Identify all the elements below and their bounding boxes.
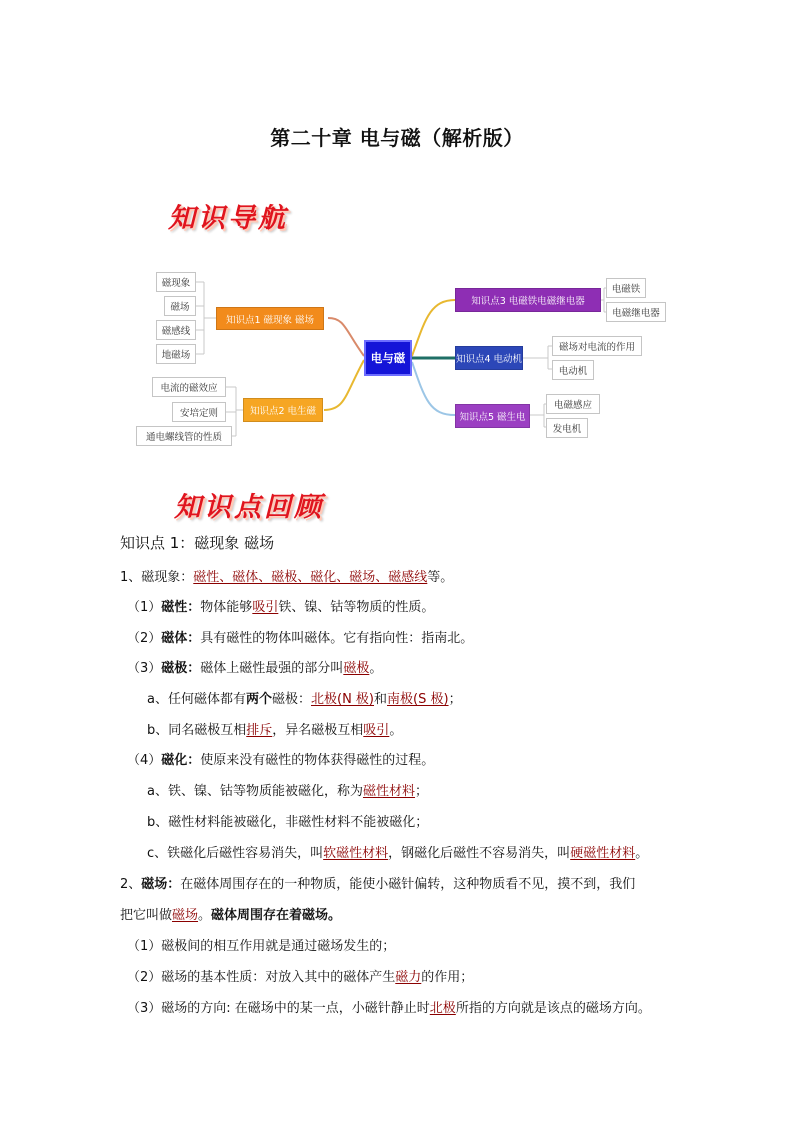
text: 和 [374, 692, 388, 707]
answer: 吸引 [363, 723, 390, 738]
text: （1） [127, 600, 162, 615]
text: 所指的方向就是该点的磁场方向。 [455, 1001, 651, 1016]
leaf-field-force-on-current: 磁场对电流的作用 [552, 336, 642, 356]
text: 在磁体周围存在的一种物质，能使小磁针偏转，这种物质看不见，摸不到，我们 [180, 877, 636, 892]
text: b、磁性材料能被磁化，非磁性材料不能被磁化； [147, 815, 429, 830]
text: 。 [389, 723, 403, 738]
text: 。 [198, 908, 212, 923]
answer: 磁性材料 [362, 784, 415, 799]
leaf-magnetic-field: 磁场 [164, 296, 196, 316]
leaf-electromagnet: 电磁铁 [606, 278, 646, 298]
connector-t5 [412, 362, 455, 415]
leaf-magnetic-phenomenon: 磁现象 [156, 272, 196, 292]
text: 铁、镍、钴等物质的性质。 [278, 600, 435, 615]
text: 磁极： [271, 692, 311, 707]
text: 的作用； [421, 970, 474, 985]
kp1-line-4 [127, 657, 382, 676]
term: 磁化： [161, 753, 201, 768]
text: ，异名磁极互相 [272, 723, 364, 738]
answer: 北极(N 极) [311, 692, 375, 707]
connector-t2 [324, 360, 364, 410]
text: ； [448, 692, 462, 707]
leaf-magnetic-field-lines: 磁感线 [156, 320, 196, 340]
term: 磁极： [161, 661, 201, 676]
text: ，钢磁化后磁性不容易消失，叫 [388, 846, 571, 861]
topic-2: 知识点2 电生磁 [243, 398, 323, 422]
leaf-electromagnetic-induction: 电磁感应 [546, 394, 600, 414]
text: 磁体上磁性最强的部分叫 [200, 661, 344, 676]
kp1-line-9 [147, 811, 428, 830]
connector-t3 [412, 300, 455, 356]
text: （2）磁场的基本性质：对放入其中的磁体产生 [127, 970, 396, 985]
topic-5: 知识点5 磁生电 [455, 404, 530, 428]
answer: 南极(S 极) [387, 692, 449, 707]
bracket-t1 [196, 282, 216, 354]
answer: 软磁性材料 [323, 846, 389, 861]
kp1-line-12 [120, 904, 341, 923]
kp1-line-8 [147, 780, 428, 799]
kp1-line-1 [120, 566, 453, 585]
kp1-heading: 知识点 1：磁现象 磁场 [120, 534, 275, 552]
answer: 北极 [429, 1001, 456, 1016]
text: ； [414, 784, 428, 799]
term: 磁体周围存在着磁场。 [211, 908, 342, 923]
kp1-line-14 [127, 966, 473, 985]
text: （3）磁场的方向: 在磁场中的某一点，小磁针静止时 [127, 1001, 430, 1016]
answer: 排斥 [246, 723, 273, 738]
bracket-t4 [522, 346, 552, 369]
kp1-line-15 [127, 997, 651, 1016]
answer: 磁力 [395, 970, 422, 985]
term: 磁体： [161, 631, 201, 646]
text: b、同名磁极互相 [147, 723, 247, 738]
mind-map-connectors [0, 0, 794, 480]
kp1-line-11 [120, 873, 635, 892]
topic-1: 知识点1 磁现象 磁场 [216, 307, 324, 330]
leaf-magnetic-effect-of-current: 电流的磁效应 [152, 377, 226, 397]
text: 等。 [427, 570, 454, 585]
text: 使原来没有磁性的物体获得磁性的过程。 [200, 753, 435, 768]
leaf-geomagnetic-field: 地磁场 [156, 344, 196, 364]
text: c、铁磁化后磁性容易消失，叫 [147, 846, 324, 861]
kp1-line-10 [147, 842, 648, 861]
kp1-line-3 [127, 627, 473, 646]
term: 磁场： [141, 877, 181, 892]
text: 2、 [120, 877, 142, 892]
kp1-line-13 [127, 935, 395, 954]
answer: 磁极 [343, 661, 370, 676]
page-title: 第二十章 电与磁（解析版） [270, 126, 524, 150]
answer: 磁场 [172, 908, 199, 923]
mind-map-center: 电与磁 [364, 340, 412, 376]
leaf-generator: 发电机 [546, 418, 588, 438]
kp1-line-5 [147, 688, 462, 707]
answer: 吸引 [252, 600, 279, 615]
mind-map [0, 0, 794, 480]
answer: 磁性、磁体、磁极、磁化、磁场、磁感线 [193, 570, 428, 585]
text: a、铁、镍、钴等物质能被磁化，称为 [147, 784, 363, 799]
bracket-t5 [530, 404, 546, 427]
text: （4） [127, 753, 162, 768]
text: 把它叫做 [120, 908, 173, 923]
leaf-electric-motor: 电动机 [552, 360, 594, 380]
leaf-solenoid-properties: 通电螺线管的性质 [136, 426, 232, 446]
text: 。 [369, 661, 383, 676]
answer: 硬磁性材料 [570, 846, 636, 861]
text: 具有磁性的物体叫磁体。它有指向性：指南北。 [200, 631, 474, 646]
kp1-line-2 [127, 596, 434, 615]
knowledge-review-banner: 知识点回顾 [174, 492, 324, 523]
text: a、任何磁体都有 [147, 692, 246, 707]
text: 。 [635, 846, 649, 861]
text: （3） [127, 661, 162, 676]
leaf-ampere-rule: 安培定则 [172, 402, 226, 422]
topic-4: 知识点4 电动机 [455, 346, 523, 370]
leaf-electromagnetic-relay: 电磁继电器 [606, 302, 666, 322]
text: 1、磁现象： [120, 570, 194, 585]
text: （2） [127, 631, 162, 646]
connector-t1 [328, 318, 364, 356]
term: 磁性： [161, 600, 201, 615]
kp1-line-6 [147, 719, 402, 738]
text: 物体能够 [200, 600, 253, 615]
kp1-line-7 [127, 749, 434, 768]
topic-3: 知识点3 电磁铁电磁继电器 [455, 288, 601, 312]
knowledge-navigation-banner: 知识导航 [168, 203, 288, 234]
text: （1）磁极间的相互作用就是通过磁场发生的； [127, 939, 396, 954]
term: 两个 [245, 692, 272, 707]
